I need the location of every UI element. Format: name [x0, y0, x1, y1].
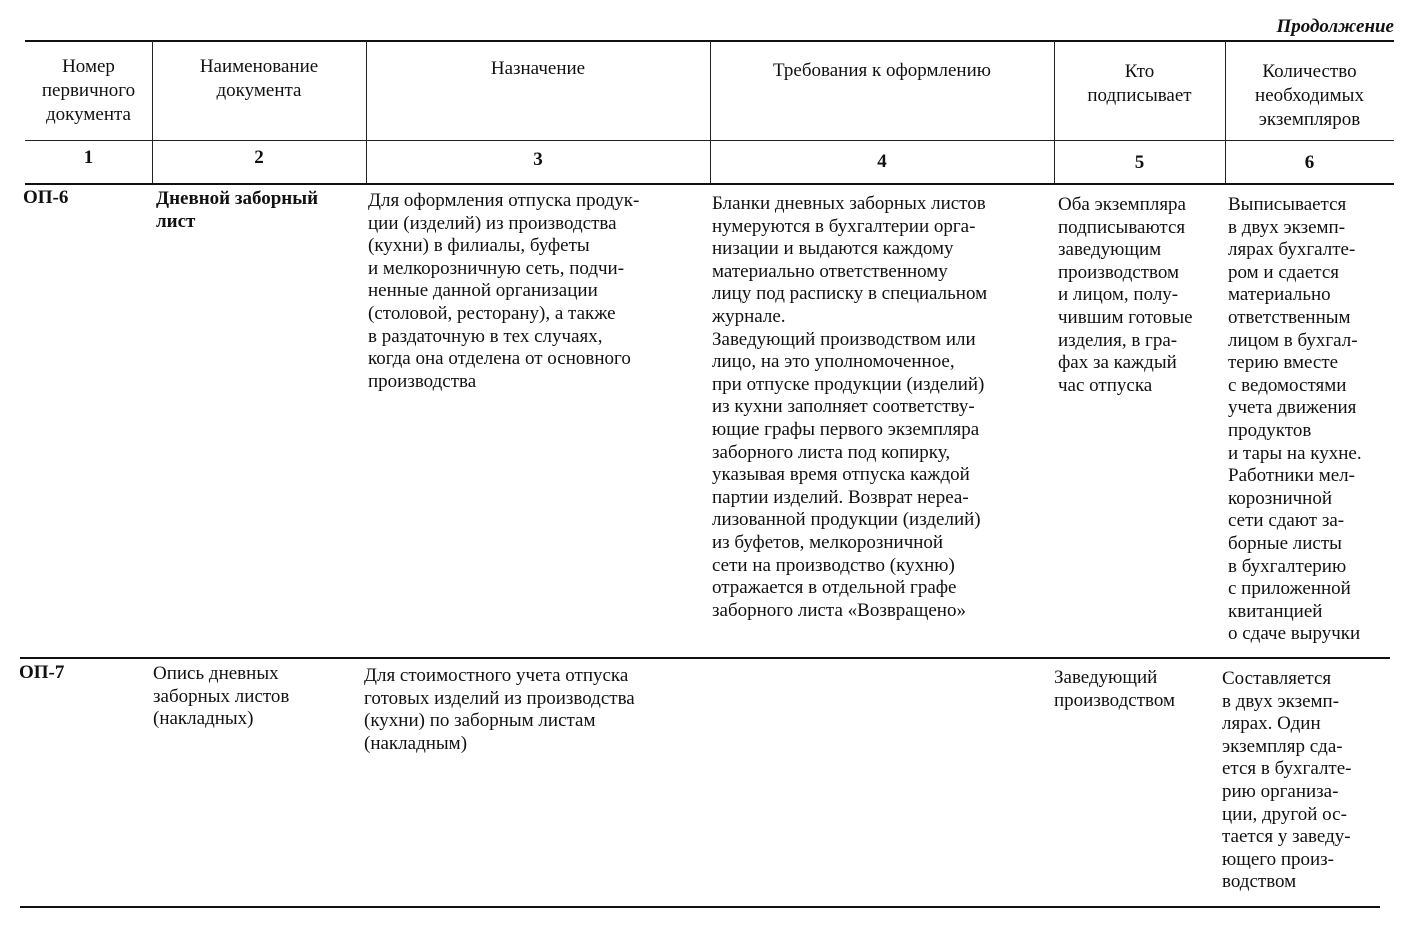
column-number-2: 2 — [254, 147, 264, 168]
row-2-purpose: Для стоимостного учета отпуска готовых изделий из производства (кухни) по заборным листам (накладным) — [364, 665, 635, 754]
row-separator-rule — [20, 657, 1390, 659]
table-bottom-rule — [20, 906, 1380, 908]
row-2-copies: Составляется в двух экземп- лярах. Один экземпляр сда- ется в бухгалте- рию организа- ции, другой ос- тается у заведу- ющего произ- водством — [1222, 668, 1352, 893]
header-doc-number: Номер первичного документа — [41, 56, 136, 125]
row-2-code: ОП-7 — [19, 662, 65, 683]
header-purpose: Назначение — [490, 58, 586, 79]
header-copies: Количество необходимых экземпляров — [1255, 61, 1364, 130]
row-2-signer: Заведующий производством — [1054, 667, 1176, 711]
column-number-6: 6 — [1304, 152, 1315, 173]
continuation-label: Продолжение — [1276, 16, 1394, 37]
row-1-name: Дневной заборный лист — [156, 188, 319, 232]
row-1-copies: Выписывается в двух экземп- лярах бухгалте- ром и сдается материально ответственным лицом в бухгал- терию вместе с ведомостями учета движения продуктов и тары на кухне. Работники мел- корозничной сети сдают за- борные листы в бухгалтерию с приложенной квитанцией о сдаче выручки — [1228, 194, 1362, 645]
row-1-requirements: Бланки дневных заборных листов нумеруются в бухгалтерии орга- низации и выдаются каждому материально ответственному лицу под расписку в специальном журнале. Заведующий производством или лицо, на это уполномоченное, при отпуске продукции (изделий) из кухни заполняет соответству- ющие графы первого экземпляра заборного листа под копирку, указывая время отпуска каждой партии изделий. Возврат нереа- лизованной продукции (изделий) из буфетов, мелкорозничной сети на производство (кухню) отражается в отдельной графе заборного листа «Возвращено» — [712, 193, 988, 621]
column-number-3: 3 — [533, 149, 543, 170]
column-number-5: 5 — [1134, 152, 1145, 173]
row-1-code: ОП-6 — [23, 187, 69, 208]
row-1-signer: Оба экземпляра подписываются заведующим производством и лицом, полу- чившим готовые изделия, в гра- фах за каждый час отпуска — [1058, 194, 1193, 396]
header-signer: Кто подписывает — [1087, 61, 1192, 106]
header-requirements: Требования к оформлению — [773, 60, 991, 81]
row-1-purpose: Для оформления отпуска продук- ции (изделий) из производства (кухни) в филиалы, буфеты и мелкорозничную сеть, подчи- ненные данной организации (столовой, ресторану), а также в раздаточную в тех случаях, когда она отделена от основного производства — [368, 190, 640, 392]
header-doc-name: Наименование документа — [199, 56, 319, 101]
column-number-1: 1 — [83, 147, 94, 168]
numbers-bottom-rule — [25, 183, 1394, 185]
column-number-4: 4 — [877, 151, 887, 172]
row-2-name: Опись дневных заборных листов (накладных) — [153, 663, 290, 730]
